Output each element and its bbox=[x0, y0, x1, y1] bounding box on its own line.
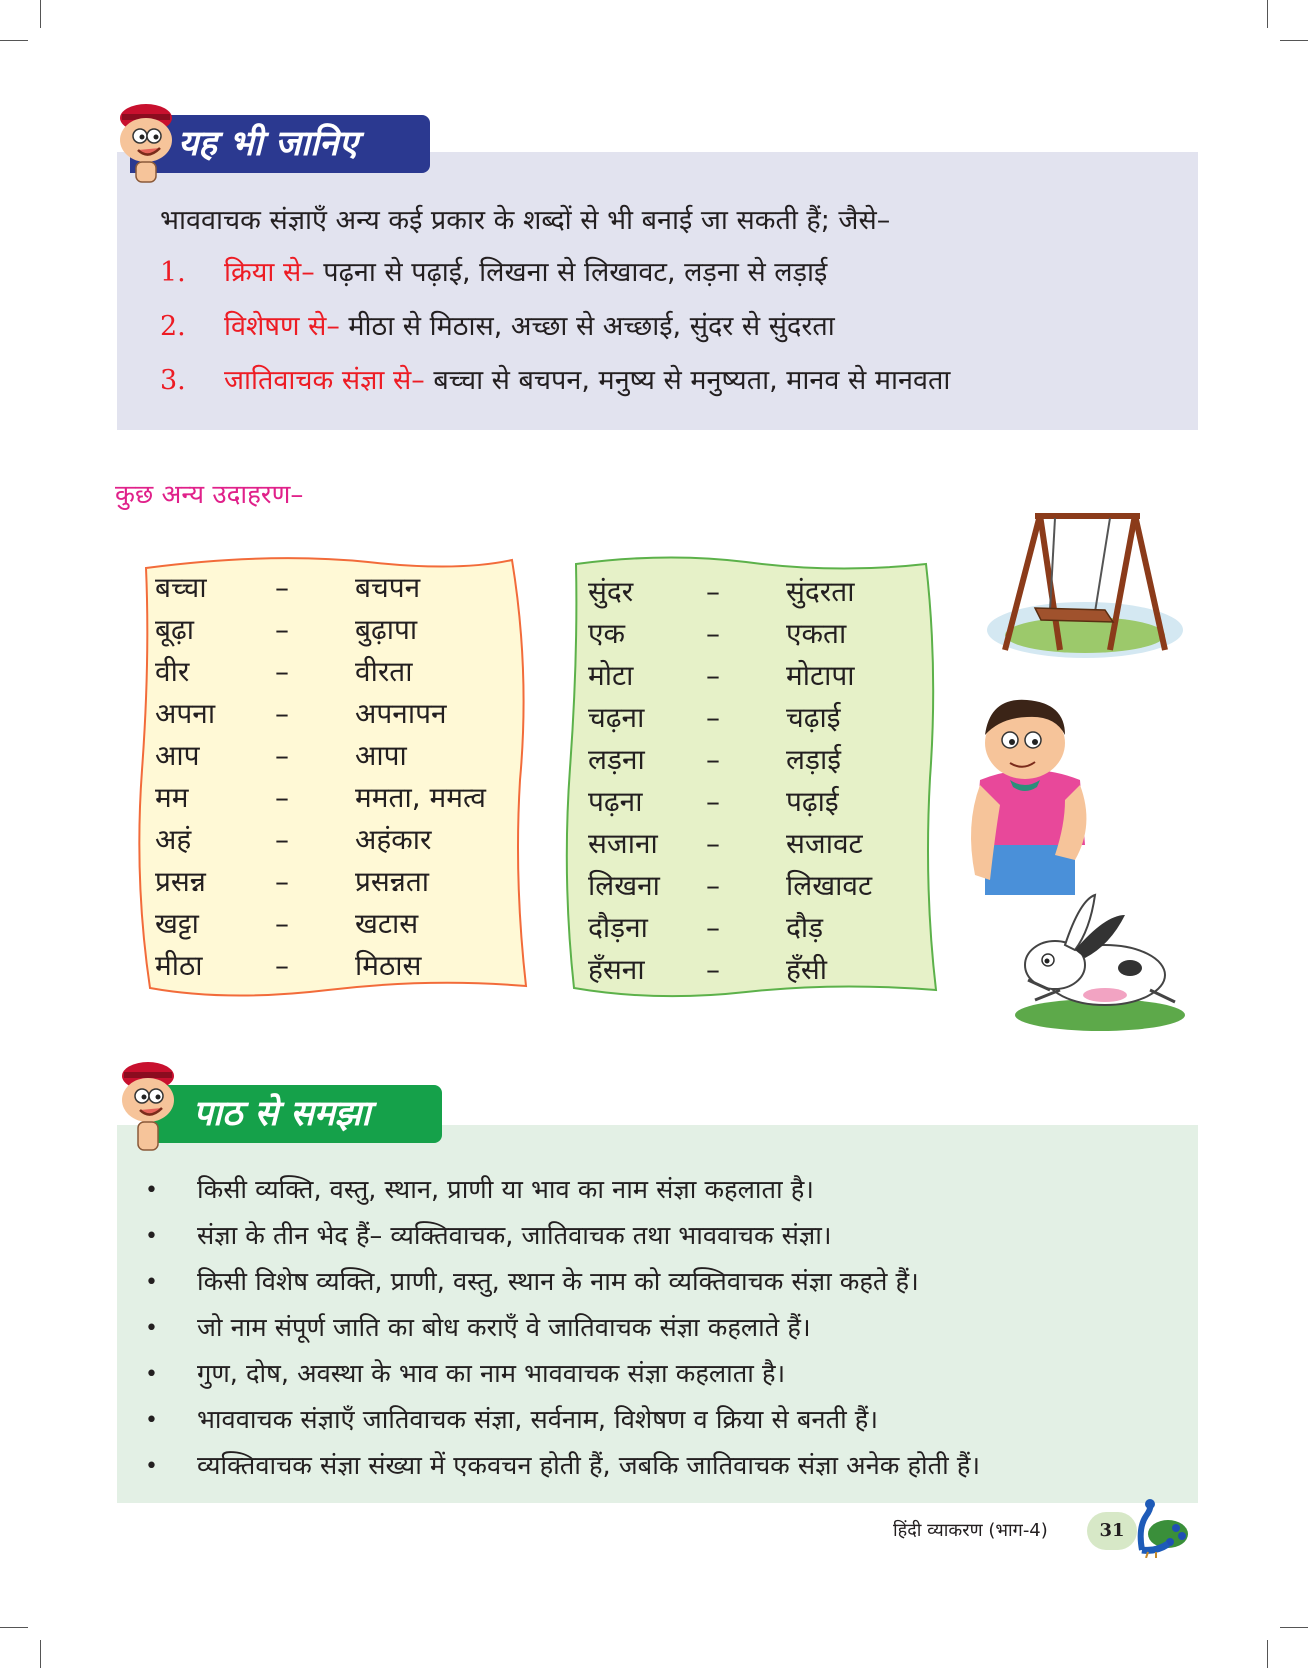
examples-heading: कुछ अन्य उदाहरण– bbox=[115, 480, 304, 510]
word: बूढ़ा bbox=[155, 613, 195, 646]
derived-word: आपा bbox=[355, 739, 407, 772]
derived-word: बचपन bbox=[355, 571, 421, 604]
word: मम bbox=[155, 781, 189, 814]
word: अहं bbox=[155, 823, 192, 856]
crop-mark bbox=[40, 0, 41, 28]
crop-mark bbox=[1280, 40, 1308, 41]
dash: – bbox=[275, 907, 289, 940]
item-label: क्रिया से– bbox=[224, 257, 315, 288]
point-text: जो नाम संपूर्ण जाति का बोध कराएँ वे जातिवाचक संज्ञा कहलाते हैं। bbox=[197, 1313, 811, 1343]
dash: – bbox=[706, 743, 720, 776]
item-number: 2. bbox=[160, 311, 186, 342]
dash: – bbox=[706, 617, 720, 650]
word: सजाना bbox=[588, 827, 658, 860]
point-text: किसी विशेष व्यक्ति, प्राणी, वस्तु, स्थान के नाम को व्यक्तिवाचक संज्ञा कहते हैं। bbox=[197, 1267, 919, 1297]
mascot-icon bbox=[110, 1058, 188, 1154]
page-number: 31 bbox=[1087, 1512, 1137, 1550]
derived-word: वीरता bbox=[355, 655, 413, 688]
bullet-icon: • bbox=[145, 1316, 158, 1341]
word: मोटा bbox=[588, 659, 634, 692]
dash: – bbox=[706, 869, 720, 902]
derived-word: लड़ाई bbox=[786, 743, 841, 776]
summary-box-title: पाठ से समझा bbox=[145, 1085, 442, 1143]
info-item bbox=[160, 252, 827, 289]
word: वीर bbox=[155, 655, 190, 688]
dash: – bbox=[275, 781, 289, 814]
dash: – bbox=[275, 697, 289, 730]
derived-word: हँसी bbox=[786, 953, 828, 986]
item-label: विशेषण से– bbox=[224, 311, 340, 342]
derived-word: अपनापन bbox=[355, 697, 447, 730]
derived-word: लिखावट bbox=[786, 869, 873, 902]
derived-word: प्रसन्नता bbox=[355, 865, 430, 898]
point-text: भाववाचक संज्ञाएँ जातिवाचक संज्ञा, सर्वनाम, विशेषण व क्रिया से बनती हैं। bbox=[197, 1405, 879, 1435]
crop-mark bbox=[1267, 0, 1268, 28]
word: सुंदर bbox=[588, 575, 634, 608]
dash: – bbox=[275, 571, 289, 604]
dash: – bbox=[706, 575, 720, 608]
item-text: मीठा से मिठास, अच्छा से अच्छाई, सुंदर से सुंदरता bbox=[339, 311, 835, 342]
word: आप bbox=[155, 739, 200, 772]
word: एक bbox=[588, 617, 625, 650]
rabbit-illustration bbox=[1010, 890, 1185, 1035]
crop-mark bbox=[0, 40, 28, 41]
bullet-icon: • bbox=[145, 1224, 158, 1249]
point-text: गुण, दोष, अवस्था के भाव का नाम भाववाचक संज्ञा कहलाता है। bbox=[197, 1359, 786, 1389]
derived-word: मिठास bbox=[355, 949, 422, 982]
info-intro: भाववाचक संज्ञाएँ अन्य कई प्रकार के शब्दों से भी बनाई जा सकती हैं; जैसे– bbox=[160, 205, 891, 236]
derived-word: सुंदरता bbox=[786, 575, 855, 608]
derived-word: अहंकार bbox=[355, 823, 432, 856]
dash: – bbox=[275, 613, 289, 646]
bullet-icon: • bbox=[145, 1362, 158, 1387]
swing-illustration bbox=[985, 500, 1185, 660]
dash: – bbox=[706, 827, 720, 860]
item-number: 1. bbox=[160, 257, 186, 288]
dash: – bbox=[275, 865, 289, 898]
point-text: व्यक्तिवाचक संज्ञा संख्या में एकवचन होती हैं, जबकि जातिवाचक संज्ञा अनेक होती हैं। bbox=[197, 1451, 981, 1481]
word: खट्टा bbox=[155, 907, 199, 940]
word: दौड़ना bbox=[588, 911, 648, 944]
word: अपना bbox=[155, 697, 216, 730]
dash: – bbox=[275, 949, 289, 982]
word: पढ़ना bbox=[588, 785, 643, 818]
word: लड़ना bbox=[588, 743, 645, 776]
derived-word: ममता, ममत्व bbox=[355, 781, 486, 814]
bullet-icon: • bbox=[145, 1408, 158, 1433]
word: लिखना bbox=[588, 869, 660, 902]
peacock-icon bbox=[1128, 1498, 1190, 1558]
mascot-icon bbox=[108, 100, 186, 184]
dash: – bbox=[706, 911, 720, 944]
dash: – bbox=[706, 659, 720, 692]
word: हँसना bbox=[588, 953, 645, 986]
derived-word: मोटापा bbox=[786, 659, 855, 692]
word: मीठा bbox=[155, 949, 203, 982]
bullet-icon: • bbox=[145, 1454, 158, 1479]
bullet-icon: • bbox=[145, 1178, 158, 1203]
derived-word: बुढ़ापा bbox=[355, 613, 418, 646]
dash: – bbox=[275, 655, 289, 688]
item-number: 3. bbox=[160, 365, 186, 396]
dash: – bbox=[275, 823, 289, 856]
info-item bbox=[160, 360, 950, 397]
boy-illustration bbox=[965, 685, 1095, 895]
book-title: हिंदी व्याकरण (भाग-4) bbox=[893, 1520, 1048, 1541]
derived-word: सजावट bbox=[786, 827, 863, 860]
item-text: पढ़ना से पढ़ाई, लिखना से लिखावट, लड़ना से लड़ाई bbox=[314, 257, 828, 288]
derived-word: खटास bbox=[355, 907, 419, 940]
crop-mark bbox=[1267, 1640, 1268, 1668]
crop-mark bbox=[0, 1627, 28, 1628]
dash: – bbox=[706, 785, 720, 818]
derived-word: दौड़ bbox=[786, 911, 824, 944]
info-box-title: यह भी जानिए bbox=[130, 115, 430, 173]
crop-mark bbox=[1280, 1627, 1308, 1628]
derived-word: चढ़ाई bbox=[786, 701, 841, 734]
word: बच्चा bbox=[155, 571, 207, 604]
derived-word: पढ़ाई bbox=[786, 785, 839, 818]
bullet-icon: • bbox=[145, 1270, 158, 1295]
item-label: जातिवाचक संज्ञा से– bbox=[224, 365, 425, 396]
derived-word: एकता bbox=[786, 617, 847, 650]
word: चढ़ना bbox=[588, 701, 645, 734]
dash: – bbox=[706, 701, 720, 734]
point-text: संज्ञा के तीन भेद हैं– व्यक्तिवाचक, जातिवाचक तथा भाववाचक संज्ञा। bbox=[197, 1221, 832, 1251]
item-text: बच्चा से बचपन, मनुष्य से मनुष्यता, मानव से मानवता bbox=[424, 365, 951, 396]
dash: – bbox=[706, 953, 720, 986]
info-item bbox=[160, 306, 835, 343]
crop-mark bbox=[40, 1640, 41, 1668]
dash: – bbox=[275, 739, 289, 772]
point-text: किसी व्यक्ति, वस्तु, स्थान, प्राणी या भाव का नाम संज्ञा कहलाता है। bbox=[197, 1175, 814, 1205]
word: प्रसन्न bbox=[155, 865, 206, 898]
